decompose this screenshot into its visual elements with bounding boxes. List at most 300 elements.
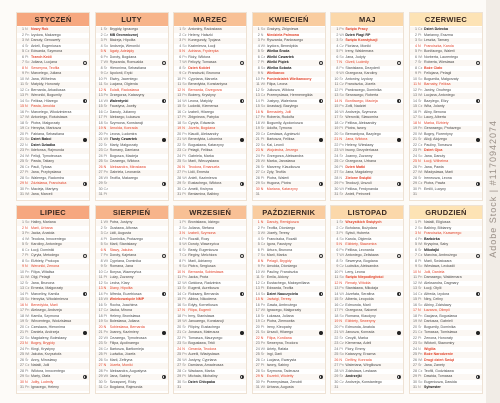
day-number: 27 (255, 363, 260, 367)
name-day: Teofila, Dionizego (266, 225, 296, 230)
weekday: N (339, 137, 342, 141)
name-day: Adolfa, Tymona (266, 126, 292, 130)
name-day: Aurelii, Władysława (188, 352, 220, 356)
weekday: Śr (339, 38, 343, 42)
name-day: Franciszki, Brunona (188, 71, 220, 75)
day-number: 13 (177, 286, 182, 290)
name-day: Jana, Brunona (31, 280, 55, 285)
name-day: Bogdana, Rajmunda (109, 385, 143, 389)
weekday: So (103, 43, 108, 48)
day-number: 3 (22, 38, 24, 42)
name-day: Edwarda, Szymona (31, 49, 63, 53)
moon-phase-icon (240, 254, 244, 258)
day-number: 20 (334, 131, 339, 136)
day-number: 31 (255, 385, 260, 389)
weekday: Wt (103, 175, 108, 180)
weekday: N (260, 71, 264, 75)
weekday: N (103, 286, 107, 290)
day-number: 22 (20, 335, 24, 340)
day-number: 30 (98, 379, 103, 384)
weekday: N (260, 148, 264, 152)
day-number: 1 (415, 27, 417, 31)
weekday: Pt (25, 54, 29, 59)
weekday: Pt (418, 32, 422, 37)
day-number: 31 (255, 192, 260, 196)
weekday: Wt (339, 32, 344, 37)
day-number: 18 (334, 120, 339, 125)
weekday: Wt (418, 170, 423, 174)
name-day: Wielka Środa (266, 49, 290, 53)
day-number: 24 (255, 346, 260, 351)
day-number: 25 (20, 352, 24, 356)
name-day: Bogumiła, Małgorzaty (424, 76, 459, 81)
name-day: Dzień Flagi RP (345, 32, 371, 37)
name-day: Mikołajki (424, 247, 440, 252)
day-number: 13 (177, 93, 182, 97)
weekday: Pt (182, 115, 186, 119)
name-day: Heleny, Bronisława (109, 313, 141, 318)
day-number: 28 (413, 368, 417, 373)
name-day: Eustachego, Maksymiliana (266, 280, 310, 285)
name-day: Filipa, Kordiana (266, 335, 292, 340)
weekday: Pt (418, 71, 422, 75)
weekday: Wt (182, 280, 187, 285)
weekday: Pn (339, 324, 344, 329)
day-number: 20 (413, 131, 417, 136)
name-day: Pauli, Tytusa (31, 164, 52, 169)
weekday: Pn (25, 231, 30, 235)
weekday: N (260, 335, 264, 340)
name-day: Niedziela Palmowa (266, 32, 299, 37)
weekday: Cz (339, 159, 344, 163)
moon-phase-icon (397, 182, 401, 186)
name-day: Jana, Pawła (424, 164, 444, 169)
name-day: Roberta, Rudolfa (266, 115, 294, 119)
name-day: Gawła, Ambrożego (266, 302, 298, 307)
name-day: Kai, Leonii (266, 142, 284, 147)
day-number: 10 (177, 269, 182, 274)
moon-phase-icon (83, 375, 87, 379)
day-list (17, 220, 89, 393)
day-number: 2 (257, 225, 260, 230)
day-number: 3 (22, 231, 24, 235)
moon-phase-icon (397, 61, 401, 65)
name-day: Dawida, Tomasza (424, 374, 453, 378)
weekday: N (25, 379, 28, 384)
day-number: 28 (334, 175, 339, 180)
weekday: So (103, 280, 108, 285)
day-number: 4 (257, 236, 260, 241)
weekday: So (103, 242, 108, 246)
day-number: 7 (100, 60, 103, 64)
weekday: Pn (339, 104, 344, 108)
day-number: 10 (413, 76, 417, 81)
day-number: 15 (334, 104, 339, 108)
day-row (17, 192, 89, 198)
weekday: Cz (339, 120, 344, 125)
name-day: Walerego, Radomira (31, 175, 64, 180)
day-number: 3 (415, 38, 417, 42)
weekday: Pn (260, 379, 266, 384)
weekday: Wt (182, 98, 187, 103)
weekday: Wt (260, 120, 266, 125)
name-day: Janusza, Konrada (345, 330, 375, 334)
name-day: Marty, Małgorzaty (109, 142, 138, 147)
day-number: 10 (98, 76, 103, 81)
name-day: Barnaby, Feliksa (424, 82, 451, 86)
day-row (96, 192, 168, 198)
day-number: 19 (98, 126, 103, 130)
weekday: So (25, 374, 30, 378)
weekday: Cz (103, 385, 108, 389)
day-number: 5 (179, 242, 182, 246)
day-number: 9 (100, 264, 103, 268)
name-day: Mariana, Katarzyny (266, 186, 298, 191)
weekday: Cz (418, 65, 423, 70)
name-day: Szymona, Tadeusza (266, 368, 300, 373)
name-day: Izydora, Makarego (31, 32, 61, 37)
day-number: 26 (255, 164, 260, 169)
weekday: Pt (339, 126, 343, 130)
weekday: N (260, 32, 264, 37)
name-day: Ludwika, Aleksandra (345, 264, 379, 268)
weekday: Śr (418, 324, 422, 329)
day-number: 23 (255, 148, 260, 152)
name-day: Łazarza, Olimpii (424, 308, 450, 312)
moon-phase-icon (397, 99, 401, 103)
name-day: Ildefonsa, Rajmunda (31, 148, 64, 152)
name-day: Piotra, Ziemowita (266, 319, 295, 323)
day-number: 19 (98, 319, 103, 323)
weekday: So (103, 159, 108, 163)
name-day: Hugona, Piotra (266, 181, 291, 185)
day-number: 10 (334, 269, 339, 274)
day-number: 28 (413, 175, 417, 180)
day-number: 3 (179, 231, 182, 235)
name-day: Trzech Króli (31, 54, 52, 59)
day-number: 12 (413, 87, 417, 92)
weekday: N (339, 175, 342, 180)
name-day: Ignacego, Małgorzaty (266, 308, 302, 312)
weekday: So (182, 159, 187, 163)
weekday: N (103, 49, 107, 53)
weekday: Pt (339, 346, 343, 351)
day-number: 22 (98, 142, 103, 147)
month-header: STYCZEŃ (17, 13, 89, 26)
name-day: Marii, Adrianny (188, 258, 212, 263)
name-day: Antoniego, Rościsława (31, 115, 68, 119)
name-day: Bohdana, Bożydara (345, 225, 377, 230)
name-day: Ireneusza, Leona (424, 175, 452, 180)
name-day: Albina, Nikodema (188, 297, 217, 301)
weekday: So (418, 115, 423, 119)
name-day: Marii, Zefiryna (109, 357, 133, 362)
day-number: 26 (177, 164, 182, 169)
day-number: 12 (98, 87, 103, 92)
day-number: 19 (177, 319, 182, 323)
weekday: Wt (103, 335, 108, 340)
day-number: 20 (177, 324, 182, 329)
name-day: Bogusława, Tekli (188, 341, 215, 345)
day-number: 6 (22, 247, 24, 252)
weekday: N (182, 346, 185, 351)
name-day: Piotra, Sergiusza (188, 264, 216, 268)
weekday: Pn (25, 148, 30, 152)
name-day: Anastazji, Bazylego (266, 104, 299, 108)
day-number: 9 (415, 71, 417, 75)
day-number: 14 (177, 291, 182, 296)
day-number: 26 (255, 357, 260, 362)
name-day: Józefy, Teresy (266, 231, 290, 235)
weekday: Śr (339, 297, 343, 301)
name-day: Dominika, Protazego (109, 236, 143, 241)
day-number: 30 (177, 186, 182, 191)
name-day: Józefata, Serafina (345, 291, 375, 296)
weekday: Pt (182, 38, 186, 42)
weekday: N (25, 225, 28, 230)
name-day: Jana, Magdaleny (345, 170, 373, 174)
weekday: Pn (260, 341, 266, 345)
name-day: Filipa, Leona (266, 82, 288, 86)
day-number: 28 (20, 175, 24, 180)
weekday: Pt (260, 137, 265, 141)
name-day: Bernardyna, Bazylego (345, 131, 381, 136)
name-day: Zyty, Teofila (266, 170, 286, 174)
name-day: Andrzeja, Weroniki (109, 43, 140, 48)
month-10 (330, 205, 404, 394)
day-number: 10 (255, 76, 260, 81)
weekday: So (182, 225, 187, 230)
name-day: Felicjana, Pelagii (424, 71, 452, 75)
day-number: 2 (100, 225, 103, 230)
day-number: 13 (20, 286, 24, 290)
weekday: N (103, 324, 107, 329)
name-day: Marii, Urbana (31, 225, 53, 230)
weekday: N (182, 269, 185, 274)
weekday: Cz (418, 330, 423, 334)
day-number: 22 (255, 142, 260, 147)
month-header: MARZEC (174, 13, 246, 26)
weekday: N (25, 302, 28, 307)
weekday: So (260, 253, 266, 257)
name-day: Damiana, Amadeusza (188, 363, 224, 367)
weekday: Śr (418, 98, 422, 103)
name-day: Marzeny, Klaudiusza (266, 164, 300, 169)
day-number: 23 (334, 148, 339, 152)
weekday: N (25, 104, 28, 108)
name-day: Józefa, Bogdana (188, 126, 216, 130)
name-day: Bronisława, Idziego (188, 220, 220, 224)
name-day: Stanisława, Dezyderii (345, 65, 380, 70)
day-number: 16 (255, 109, 260, 114)
day-number: 19 (255, 126, 260, 130)
name-day: Marcelego, Włodzimierza (31, 109, 72, 114)
day-number: 22 (413, 335, 417, 340)
day-number: 15 (98, 297, 103, 301)
weekday: Pn (418, 236, 423, 241)
day-number: 17 (98, 115, 103, 119)
weekday: Cz (418, 181, 423, 185)
weekday: Cz (260, 242, 266, 246)
day-number: 20 (255, 324, 260, 329)
weekday: Wt (339, 109, 344, 114)
day-list (253, 220, 325, 393)
name-day: Jana, Wiktora (345, 137, 368, 141)
weekday: Pt (182, 297, 186, 301)
name-day: Michała, Michaliny (188, 374, 218, 378)
day-number: 4 (257, 43, 260, 48)
day-number: 23 (334, 341, 339, 345)
name-day: Januarego, Konstancji (188, 319, 224, 323)
weekday: Śr (339, 374, 343, 378)
day-row (253, 385, 325, 391)
day-number: 1 (22, 27, 24, 31)
weekday: Śr (25, 120, 29, 125)
day-number: 15 (177, 104, 182, 108)
name-day: Antoniny, Radosława (188, 27, 222, 31)
side-stripe (486, 0, 500, 403)
name-day: Diany, Hipolita (109, 286, 133, 290)
weekday: Pn (103, 54, 108, 59)
weekday: Wt (339, 368, 344, 373)
weekday: Wt (25, 153, 30, 158)
name-day: Edmunda, Anatola (345, 324, 375, 329)
day-number: 7 (100, 253, 103, 257)
weekday: N (25, 181, 28, 185)
name-day: Pawła, Arnolda (31, 104, 55, 108)
name-day: Roksany, Bernarda (188, 291, 219, 296)
name-day: Bonifacego, Macieja (345, 98, 378, 103)
day-number: 14 (255, 98, 260, 103)
day-number: 27 (177, 363, 182, 367)
name-day: Jonasza, Mateusza (188, 330, 220, 334)
day-number: 2 (415, 225, 417, 230)
day-number: 8 (22, 258, 24, 263)
name-day: Cezarego, Wiktora (109, 159, 140, 163)
weekday: Wt (103, 220, 108, 224)
day-number: 2 (336, 225, 339, 230)
day-number: 25 (413, 352, 417, 356)
moon-phase-icon (476, 138, 480, 142)
weekday: Cz (339, 302, 344, 307)
weekday: Pt (418, 374, 422, 378)
weekday: Śr (182, 27, 186, 31)
name-day: Marka, Elżbiety (424, 120, 449, 125)
day-number: 13 (413, 286, 417, 290)
day-number: 28 (98, 175, 103, 180)
name-day: Leona, Matyldy (188, 98, 213, 103)
weekday: Pt (260, 363, 265, 367)
weekday: Wt (260, 269, 266, 274)
weekday: So (339, 352, 344, 356)
weekday: Wt (260, 159, 266, 163)
weekday: N (25, 341, 28, 345)
name-day: Edmunda, Marii (345, 302, 371, 307)
name-day: Ryszarda, Romualda (109, 60, 144, 64)
day-number: 22 (413, 142, 417, 147)
name-day: Adriana, Fryderyka (188, 49, 219, 53)
weekday: N (25, 142, 28, 147)
moon-phase-icon (397, 292, 401, 296)
weekday: Wt (25, 313, 30, 318)
name-day: Marii, Światozara (424, 258, 452, 263)
weekday: So (260, 142, 266, 147)
name-day: Łucji, Otylii (424, 286, 442, 290)
name-day: Stanisława, Mikołaja (345, 286, 378, 290)
day-number: 11 (413, 275, 417, 279)
weekday: Pn (339, 363, 344, 367)
name-day: Agaty, Adelajdy (109, 49, 135, 53)
day-number: 24 (98, 153, 103, 158)
weekday: So (103, 319, 108, 323)
name-day: Kazimierza, Łucji (188, 43, 216, 48)
name-day: Felicji, Tymoteusza (31, 153, 62, 158)
weekday: So (25, 60, 30, 64)
day-number: 2 (100, 32, 103, 37)
day-number: 26 (20, 357, 24, 362)
name-day: Dzień Kobiet (188, 65, 210, 70)
name-day: Lucjana, Ewarysta (266, 357, 297, 362)
day-number: 18 (413, 120, 417, 125)
name-day: Macieja, Martyny (31, 186, 59, 191)
weekday: N (418, 231, 421, 235)
weekday: Wt (25, 352, 30, 356)
day-number: 25 (334, 159, 339, 163)
day-number: 27 (255, 170, 260, 174)
weekday: Śr (339, 76, 343, 81)
weekday: So (103, 82, 108, 86)
name-day: Piotra, Małgorzaty (31, 120, 60, 125)
day-number: 9 (179, 71, 182, 75)
day-number: 29 (98, 181, 103, 185)
weekday: Śr (25, 357, 29, 362)
name-day: Dzień Dziecka (424, 27, 448, 31)
name-day: Henryka, Włodzimierza (31, 297, 68, 301)
weekday: Wt (418, 131, 423, 136)
day-number: 28 (255, 175, 260, 180)
name-day: Daniela, Andrzeja (31, 330, 60, 334)
name-day: Wiesława, Leokadii (424, 264, 455, 268)
weekday: Pn (25, 109, 30, 114)
name-day: Wacława, Marka (188, 368, 215, 373)
watermark-text: Adobe Stock | #1170942074 (488, 120, 498, 258)
weekday: Pt (339, 49, 343, 53)
day-number: 24 (413, 346, 417, 351)
weekday: Cz (418, 253, 423, 257)
name-day: Heleny, Halszki (188, 32, 213, 37)
moon-phase-icon (319, 99, 323, 103)
name-day: Marii, Wieczysława (188, 159, 219, 163)
weekday: Cz (418, 27, 423, 31)
name-day: Eugenii, Aureliusza (188, 286, 219, 290)
day-number: 15 (98, 104, 103, 108)
day-list (17, 27, 89, 200)
day-number: 22 (334, 142, 339, 147)
day-number: 30 (177, 379, 182, 384)
month-5 (409, 12, 483, 201)
weekday: Pn (418, 352, 423, 356)
weekday: Wt (182, 242, 187, 246)
name-day: Wszystkich Świętych (345, 220, 382, 224)
day-number: 24 (334, 153, 339, 158)
weekday: Pn (103, 368, 108, 373)
day-number: 3 (100, 38, 103, 42)
name-day: Wiktorii, Sławomiry (424, 341, 455, 345)
name-day: Magdaleny, Bolesławy (31, 335, 67, 340)
day-number: 27 (334, 170, 339, 174)
day-number: 27 (98, 363, 103, 367)
weekday: Śr (418, 175, 422, 180)
